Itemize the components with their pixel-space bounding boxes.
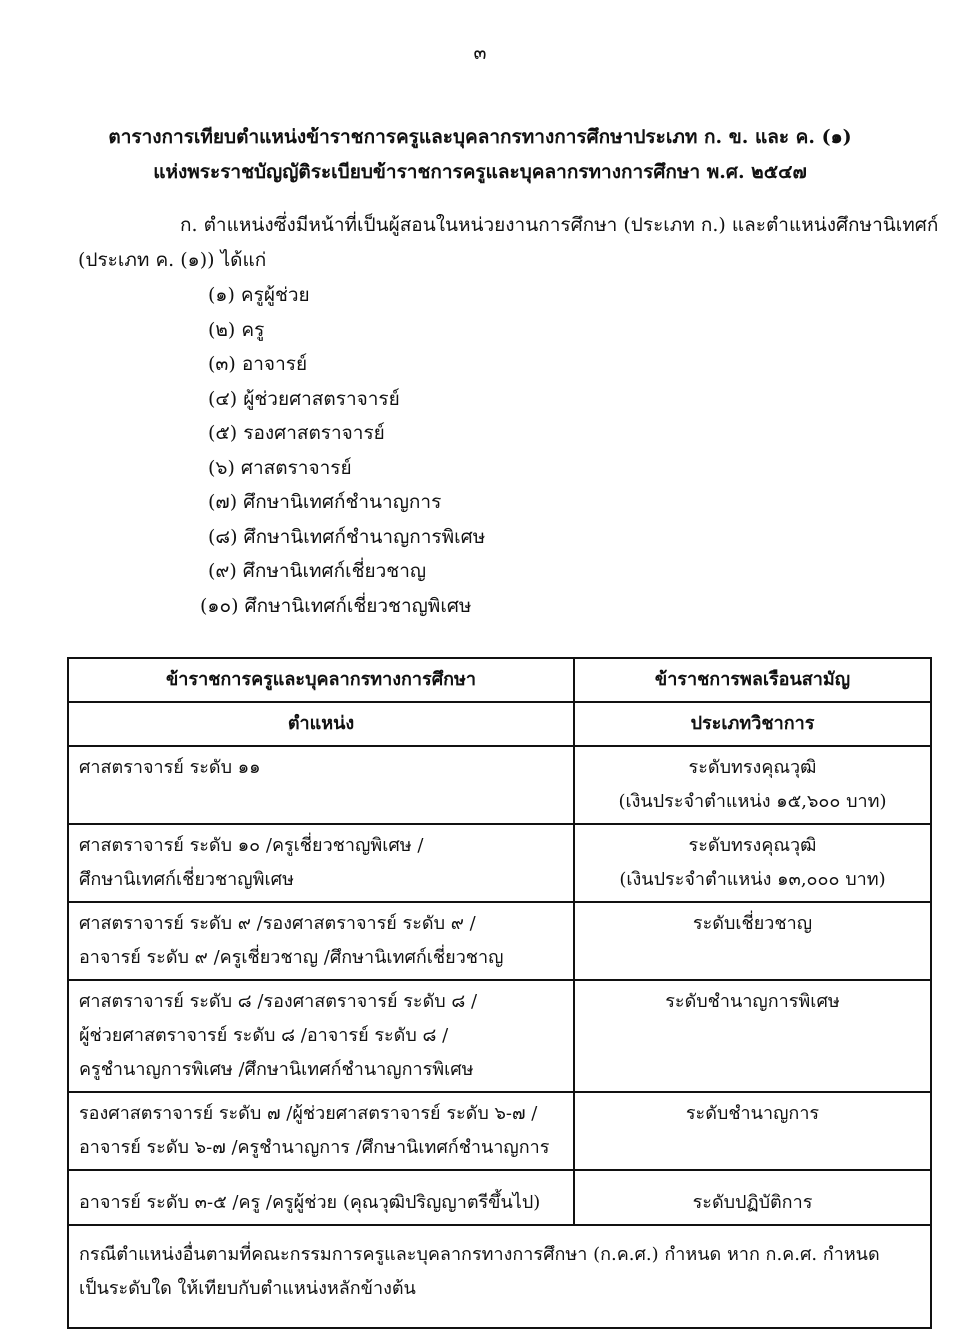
footer-text: กรณีตำแหน่งอื่นตามที่คณะกรรมการครูและบุคลากรทางการศึกษา (ก.ค.ศ.) กำหนด หาก ก.ค.ศ. กำหนด xyxy=(79,1244,880,1265)
position-text: ผู้ช่วยศาสตราจารย์ ระดับ ๘ /อาจารย์ ระดับ ๘ / xyxy=(79,1025,449,1046)
position-cell xyxy=(68,1092,574,1170)
list-item: (๓) อาจารย์ xyxy=(208,353,308,375)
level-cell xyxy=(574,1092,931,1170)
position-comparison-table xyxy=(67,657,932,1329)
position-text: รองศาสตราจารย์ ระดับ ๗ /ผู้ช่วยศาสตราจารย์ ระดับ ๖-๗ / xyxy=(79,1103,538,1124)
table-header-row xyxy=(68,658,931,702)
header-academic-type: ประเภทวิชาการ xyxy=(574,702,931,746)
header-teacher-staff: ข้าราชการครูและบุคลากรทางการศึกษา xyxy=(68,658,574,702)
list-item: (๙) ศึกษานิเทศก์เชี่ยวชาญ xyxy=(208,560,427,582)
footer-text: เป็นระดับใด ให้เทียบกับตำแหน่งหลักข้างต้น xyxy=(79,1278,416,1299)
table-row xyxy=(68,1170,931,1225)
position-text: ครูชำนาญการพิเศษ /ศึกษานิเทศก์ชำนาญการพิเศษ xyxy=(79,1059,474,1080)
footer-note xyxy=(68,1225,931,1328)
position-cell xyxy=(68,824,574,902)
position-text: อาจารย์ ระดับ ๙ /ครูเชี่ยวชาญ /ศึกษานิเทศก์เชี่ยวชาญ xyxy=(79,947,504,968)
list-item: (๘) ศึกษานิเทศก์ชำนาญการพิเศษ xyxy=(208,525,486,548)
table-row xyxy=(68,824,931,902)
level-cell xyxy=(574,902,931,980)
position-cell xyxy=(68,980,574,1092)
position-text: ศาสตราจารย์ ระดับ ๙ /รองศาสตราจารย์ ระดับ ๙ / xyxy=(79,913,476,934)
position-cell xyxy=(68,746,574,824)
level-cell xyxy=(574,1170,931,1225)
position-cell xyxy=(68,1170,574,1225)
position-text: อาจารย์ ระดับ ๓-๕ /ครู /ครูผู้ช่วย (คุณวุฒิปริญญาตรีขึ้นไป) xyxy=(79,1192,541,1213)
level-cell xyxy=(574,746,931,824)
level-cell xyxy=(574,980,931,1092)
table-footer-row xyxy=(68,1225,931,1328)
level-text: ระดับชำนาญการพิเศษ xyxy=(665,991,840,1012)
title-line-2: แห่งพระราชบัญญัติระเบียบข้าราชการครูและบุคลากรทางการศึกษา พ.ศ. ๒๕๔๗ xyxy=(153,161,807,183)
level-text: (เงินประจำตำแหน่ง ๑๓,๐๐๐ บาท) xyxy=(619,869,886,890)
list-item: (๕) รองศาสตราจารย์ xyxy=(208,422,385,444)
list-item: (๑๐) ศึกษานิเทศก์เชี่ยวชาญพิเศษ xyxy=(200,594,472,617)
header-position: ตำแหน่ง xyxy=(68,702,574,746)
table-row xyxy=(68,902,931,980)
list-item: (๖) ศาสตราจารย์ xyxy=(208,456,352,479)
level-text: (เงินประจำตำแหน่ง ๑๕,๖๐๐ บาท) xyxy=(618,791,887,812)
header-civil-servant: ข้าราชการพลเรือนสามัญ xyxy=(574,658,931,702)
position-text: อาจารย์ ระดับ ๖-๗ /ครูชำนาญการ /ศึกษานิเทศก์ชำนาญการ xyxy=(79,1137,550,1158)
level-text: ระดับปฏิบัติการ xyxy=(692,1192,813,1213)
paragraph-line-2: (ประเภท ค. (๑)) ได้แก่ xyxy=(78,249,267,271)
level-text: ระดับเชี่ยวชาญ xyxy=(692,913,813,934)
list-item: (๔) ผู้ช่วยศาสตราจารย์ xyxy=(208,387,400,410)
table-subheader-row xyxy=(68,702,931,746)
list-item: (๒) ครู xyxy=(208,318,265,341)
level-text: ระดับทรงคุณวุฒิ xyxy=(688,757,817,778)
list-item: (๑) ครูผู้ช่วย xyxy=(208,284,310,306)
list-item: (๗) ศึกษานิเทศก์ชำนาญการ xyxy=(208,491,442,513)
title-line-1: ตารางการเทียบตำแหน่งข้าราชการครูและบุคลากรทางการศึกษาประเภท ก. ข. และ ค. (๑) xyxy=(108,126,852,148)
table-row xyxy=(68,746,931,824)
position-text: ศึกษานิเทศก์เชี่ยวชาญพิเศษ xyxy=(79,869,294,890)
paragraph-line-1: ก. ตำแหน่งซึ่งมีหน้าที่เป็นผู้สอนในหน่วยงานการศึกษา (ประเภท ก.) และตำแหน่งศึกษานิเทศก์ xyxy=(180,214,939,236)
level-cell xyxy=(574,824,931,902)
position-text: ศาสตราจารย์ ระดับ ๑๑ xyxy=(79,757,261,778)
position-text: ศาสตราจารย์ ระดับ ๑๐ /ครูเชี่ยวชาญพิเศษ / xyxy=(79,835,424,856)
level-text: ระดับทรงคุณวุฒิ xyxy=(688,835,817,856)
position-text: ศาสตราจารย์ ระดับ ๘ /รองศาสตราจารย์ ระดับ ๘ / xyxy=(79,991,478,1012)
level-text: ระดับชำนาญการ xyxy=(685,1103,820,1124)
table-row xyxy=(68,1092,931,1170)
table-row xyxy=(68,980,931,1092)
position-cell xyxy=(68,902,574,980)
page-number: ๓ xyxy=(473,42,487,64)
